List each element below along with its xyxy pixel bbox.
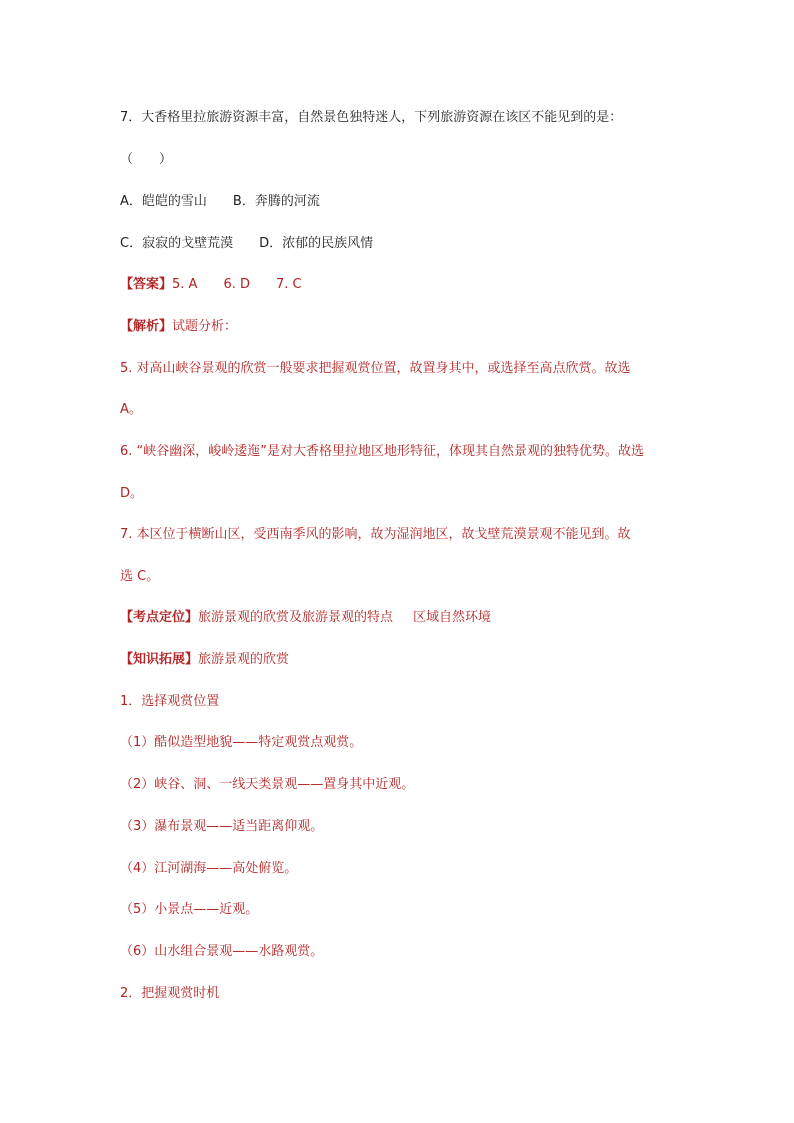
option-b: B．奔腾的河流 xyxy=(232,194,320,209)
option-d: D．浓郁的民族风情 xyxy=(259,236,374,251)
section-heading-2: 2．把握观赏时机 xyxy=(120,986,220,1001)
analysis-6-line2: D。 xyxy=(120,486,144,501)
answer-line xyxy=(120,276,680,294)
answer-bracket: （ ） xyxy=(120,152,173,167)
option-c: C．寂寂的戈壁荒漠 xyxy=(120,236,234,251)
analysis-7-line1: 7. 本区位于横断山区，受西南季风的影响，故为湿润地区，故戈壁荒漠景观不能见到。故 xyxy=(120,527,631,542)
kaodian-line xyxy=(120,609,680,627)
analysis-label: 试题分析： xyxy=(172,319,238,334)
zhishi-tag: 【知识拓展】 xyxy=(120,652,199,667)
list-item-1: （1）酷似造型地貌——特定观赏点观赏。 xyxy=(120,735,363,750)
analysis-5-line2: A。 xyxy=(120,402,142,417)
zhishi-line xyxy=(120,651,680,669)
question-stem: 7．大香格里拉旅游资源丰富，自然景色独特迷人，下列旅游资源在该区不能见到的是： xyxy=(120,110,623,125)
list-item-6: （6）山水组合景观——水路观赏。 xyxy=(120,944,324,959)
option-a: A．皑皑的雪山 xyxy=(120,194,207,209)
list-item-3: （3）瀑布景观——适当距离仰观。 xyxy=(120,819,324,834)
kaodian-text-2: 区域自然环境 xyxy=(413,610,492,625)
kaodian-text-1: 旅游景观的欣赏及旅游景观的特点 xyxy=(198,610,394,625)
zhishi-text: 旅游景观的欣赏 xyxy=(198,652,290,667)
list-item-5: （5）小景点——近观。 xyxy=(120,902,259,917)
analysis-header xyxy=(120,318,680,336)
answer-7: 7. C xyxy=(276,277,302,292)
list-item-4: （4）江河湖海——高处俯览。 xyxy=(120,861,298,876)
answer-6: 6. D xyxy=(223,277,250,292)
kaodian-tag: 【考点定位】 xyxy=(120,610,199,625)
list-item-2: （2）峡谷、洞、一线天类景观——置身其中近观。 xyxy=(120,777,415,792)
section-heading-1: 1．选择观赏位置 xyxy=(120,694,220,709)
analysis-tag: 【解析】 xyxy=(120,319,173,334)
answer-tag: 【答案】 xyxy=(120,277,173,292)
options-row-1 xyxy=(120,193,680,211)
answer-5: 5. A xyxy=(172,277,198,292)
options-row-2 xyxy=(120,235,680,253)
analysis-5-line1: 5. 对高山峡谷景观的欣赏一般要求把握观赏位置，故置身其中，或选择至高点欣赏。故选 xyxy=(120,361,631,376)
analysis-7-line2: 选 C。 xyxy=(120,569,160,584)
analysis-6-line1: 6. “峡谷幽深，峻岭逶迤”是对大香格里拉地区地形特征，体现其自然景观的独特优势。故选 xyxy=(120,444,645,459)
